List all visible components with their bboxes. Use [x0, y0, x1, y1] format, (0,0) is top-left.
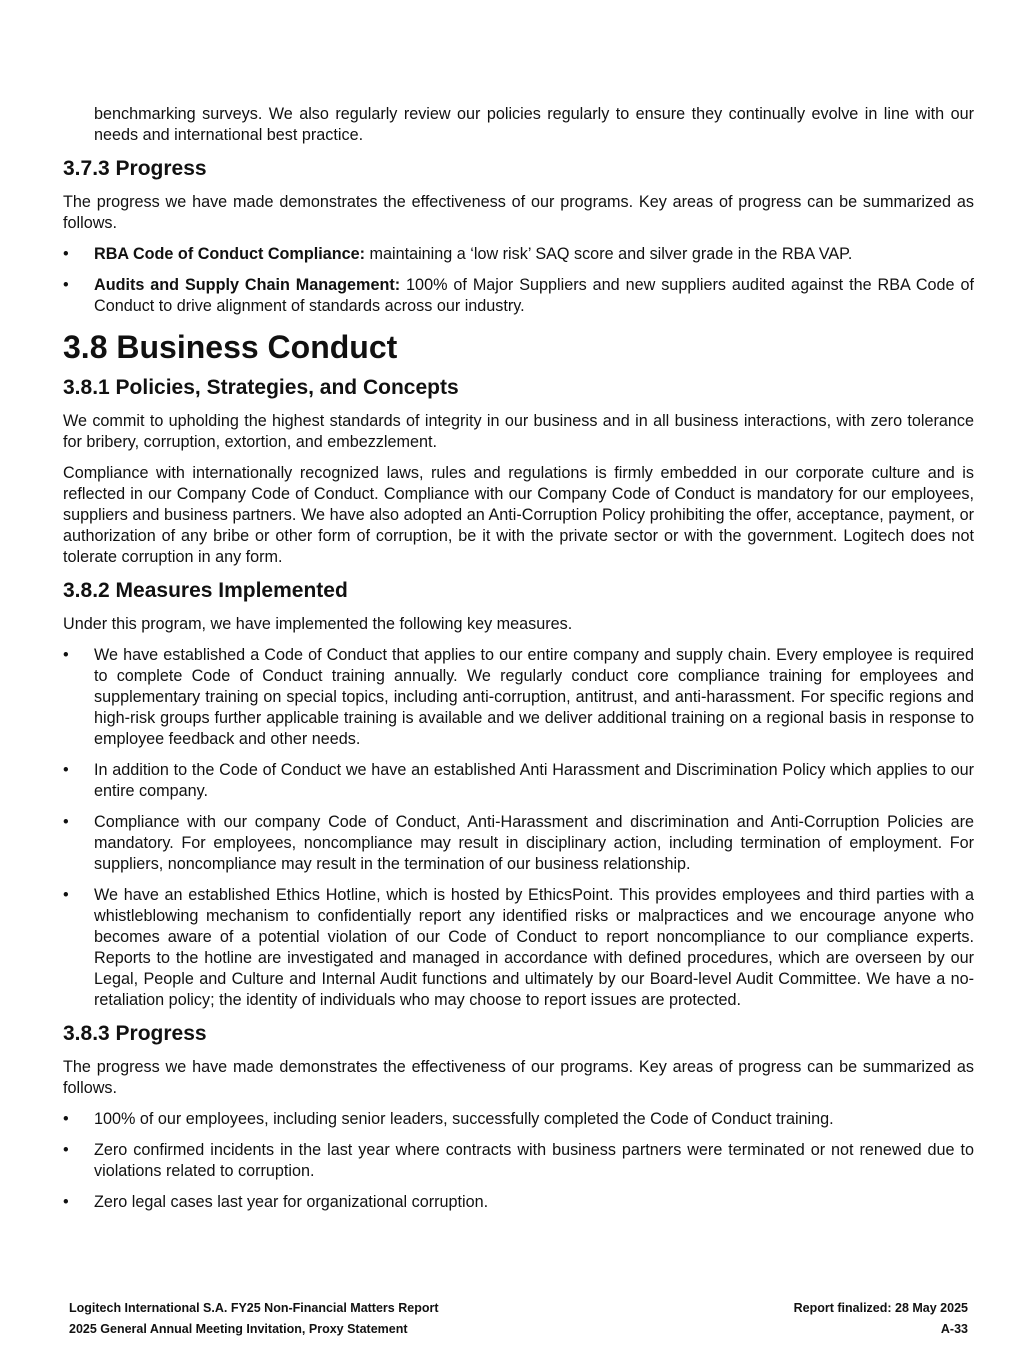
- footer-document-title: 2025 General Annual Meeting Invitation, Proxy Statement: [69, 1322, 408, 1336]
- bullet-icon: •: [63, 276, 69, 294]
- progress-list-3-8-3: [63, 1109, 974, 1213]
- page-footer: [69, 1298, 968, 1340]
- measures-list: [63, 645, 974, 1011]
- footer-report-title: Logitech International S.A. FY25 Non-Financial Matters Report: [69, 1301, 439, 1315]
- page-number: A-33: [940, 1322, 968, 1336]
- bullet-icon: •: [63, 761, 69, 779]
- footer-row: [69, 1319, 968, 1340]
- list-item-text: In addition to the Code of Conduct we have an established Anti Harassment and Discrimination Policy which applies to our entire company.: [94, 761, 974, 800]
- list-item-text: 100% of Major Suppliers and new suppliers audited against the RBA Code of Conduct to drive alignment of standards across our industry.: [94, 276, 974, 315]
- heading-3-8-2: 3.8.2 Measures Implemented: [63, 579, 348, 602]
- heading-3-8: 3.8 Business Conduct: [63, 329, 398, 365]
- footer-finalized-date: Report finalized: 28 May 2025: [793, 1301, 968, 1315]
- list-item: [63, 812, 974, 875]
- intro-continuation: benchmarking surveys. We also regularly review our policies regularly to ensure they continually evolve in line with our needs and international best practice.: [94, 105, 974, 144]
- paragraph: Compliance with internationally recognized laws, rules and regulations is firmly embedded in our corporate culture and is reflected in our Company Code of Conduct. Compliance with our Company Code of Conduct is mandatory for our employees, suppliers and business partners. We have also adopted an Anti-Corruption Policy prohibiting the offer, acceptance, payment, or authorization of any bribe or other form of corruption, be it with the private sector or with the government. Logitech does not tolerate corruption in any form.: [63, 464, 974, 566]
- paragraph: We commit to upholding the highest standards of integrity in our business and in all business interactions, with zero tolerance for bribery, corruption, extortion, and embezzlement.: [63, 412, 974, 451]
- progress-list-3-7-3: [63, 244, 974, 317]
- list-item: [63, 645, 974, 750]
- list-item: [63, 1192, 974, 1213]
- list-item-title: RBA Code of Conduct Compliance:: [94, 245, 365, 263]
- bullet-icon: •: [63, 245, 69, 263]
- list-item: [63, 885, 974, 1011]
- bullet-icon: •: [63, 1193, 69, 1211]
- list-item-text: maintaining a ‘low risk’ SAQ score and silver grade in the RBA VAP.: [364, 245, 853, 263]
- heading-3-8-1: 3.8.1 Policies, Strategies, and Concepts: [63, 376, 459, 399]
- bullet-icon: •: [63, 886, 69, 904]
- list-item: [63, 244, 974, 265]
- bullet-icon: •: [63, 813, 69, 831]
- list-item: [63, 760, 974, 802]
- bullet-icon: •: [63, 646, 69, 664]
- measures-intro-paragraph: Under this program, we have implemented the following key measures.: [63, 615, 573, 633]
- list-item: [63, 1140, 974, 1182]
- list-item-text: We have an established Ethics Hotline, which is hosted by EthicsPoint. This provides employees and third parties with a whistleblowing mechanism to confidentially report any identified risks or malpractices and we encourage anyone who becomes aware of a potential violation of our Code of Conduct to report noncompliance to our compliance experts. Reports to the hotline are investigated and managed in accordance with defined procedures, which are overseen by our Legal, People and Culture and Internal Audit functions and ultimately by our Board-level Audit Committee. We have a no-retaliation policy; the identity of individuals who may choose to report issues are protected.: [94, 886, 974, 1009]
- bullet-icon: •: [63, 1110, 69, 1128]
- list-item-text: Zero legal cases last year for organizational corruption.: [94, 1193, 489, 1211]
- heading-3-7-3: 3.7.3 Progress: [63, 157, 207, 180]
- document-body: [63, 104, 974, 1223]
- list-item-text: Zero confirmed incidents in the last year where contracts with business partners were terminated or not renewed due to violations related to corruption.: [94, 1141, 974, 1180]
- list-item-text: We have established a Code of Conduct that applies to our entire company and supply chain. Every employee is required to complete Code of Conduct training annually. We regularly conduct core compliance training for employees and supplementary training on special topics, including anti-corruption, antitrust, and anti-harassment. For specific regions and high-risk groups further applicable training is available and we deliver additional training on a regional basis in response to employee feedback and other needs.: [94, 646, 974, 748]
- list-item: [63, 275, 974, 317]
- list-item-title: Audits and Supply Chain Management:: [94, 276, 401, 294]
- progress-intro-paragraph: The progress we have made demonstrates the effectiveness of our programs. Key areas of progress can be summarized as follows.: [63, 193, 974, 232]
- bullet-icon: •: [63, 1141, 69, 1159]
- list-item: [63, 1109, 974, 1130]
- list-item-text: Compliance with our company Code of Conduct, Anti-Harassment and discrimination and Anti-Corruption Policies are mandatory. For employees, noncompliance may result in disciplinary action, including termination of employment. For suppliers, noncompliance may result in the termination of our business relationship.: [94, 813, 974, 873]
- list-item-text: 100% of our employees, including senior leaders, successfully completed the Code of Conduct training.: [94, 1110, 834, 1128]
- footer-row: [69, 1298, 968, 1319]
- progress-intro-paragraph: The progress we have made demonstrates the effectiveness of our programs. Key areas of progress can be summarized as follows.: [63, 1058, 974, 1097]
- heading-3-8-3: 3.8.3 Progress: [63, 1022, 207, 1045]
